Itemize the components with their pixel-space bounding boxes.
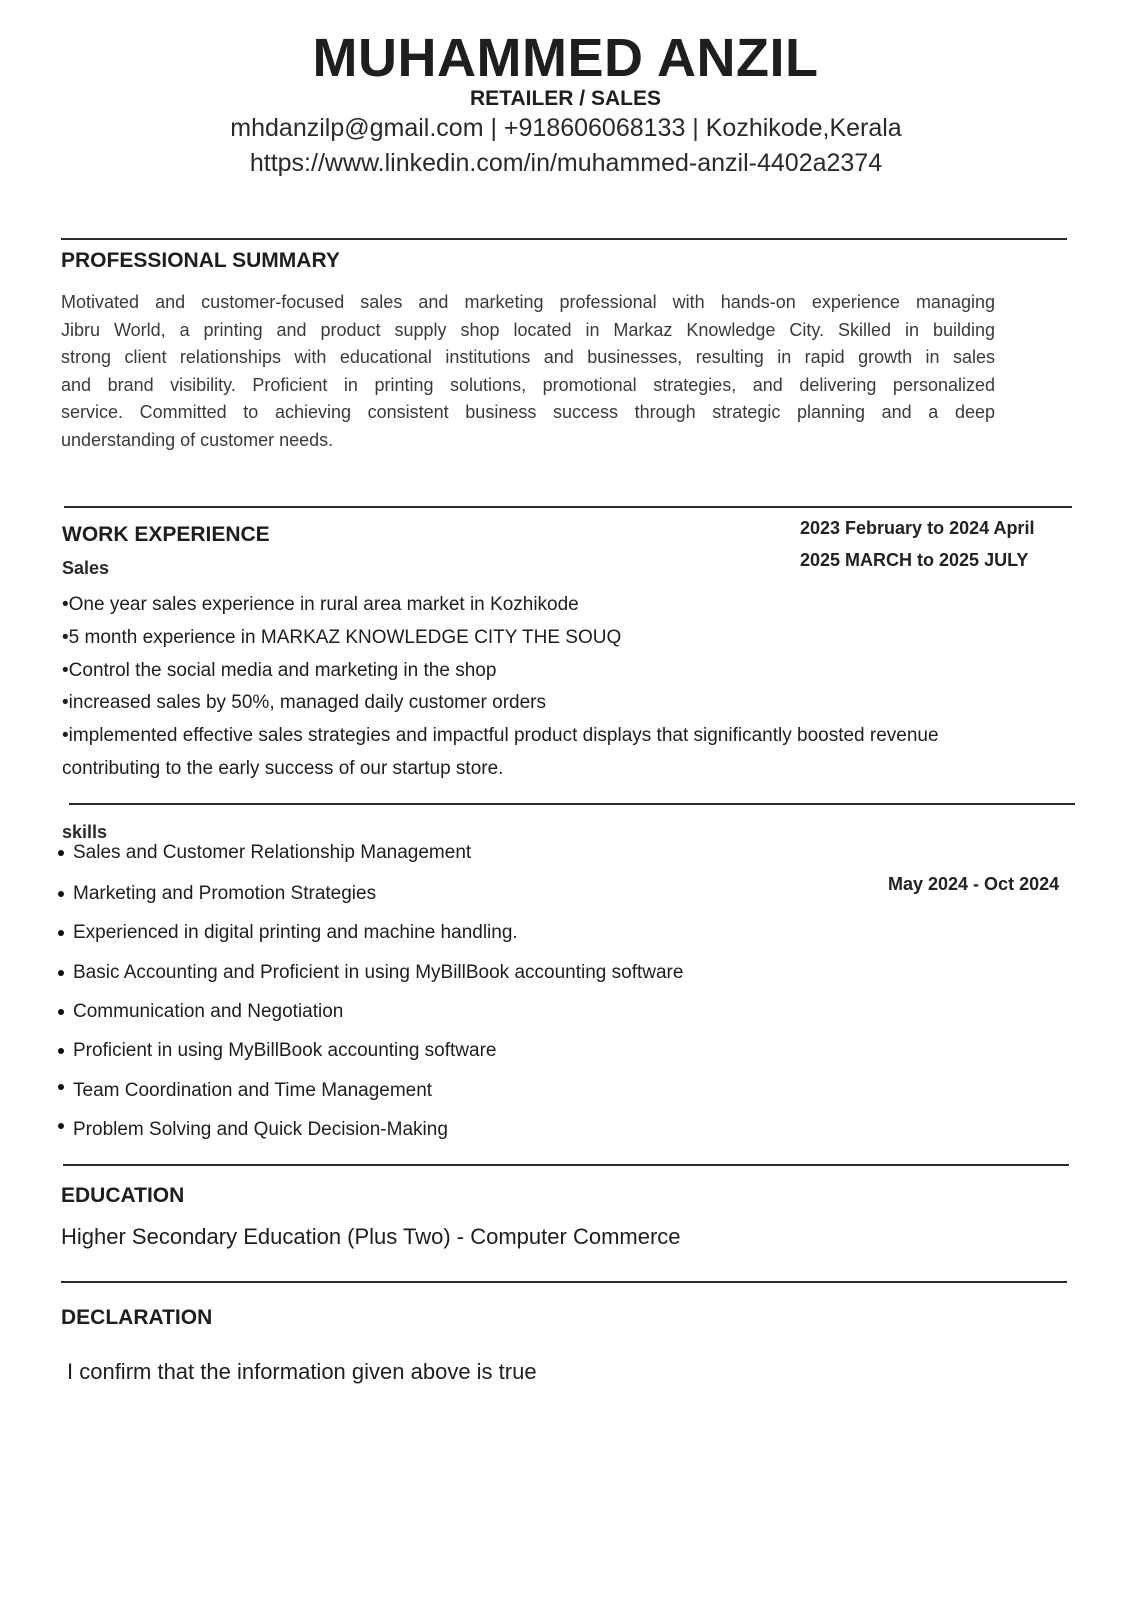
skill-label: Team Coordination and Time Management bbox=[73, 1080, 433, 1101]
experience-item: •increased sales by 50%, managed daily customer orders bbox=[62, 692, 547, 713]
bullet-icon bbox=[58, 891, 64, 897]
bullet-icon bbox=[58, 1009, 64, 1015]
education-heading: EDUCATION bbox=[61, 1184, 185, 1207]
skill-item bbox=[58, 1079, 432, 1103]
summary-line: Jibru World, a printing and product supply shop located in Markaz Knowledge City. Skilled in building bbox=[61, 319, 995, 340]
summary-text bbox=[61, 289, 995, 454]
skill-label: Marketing and Promotion Strategies bbox=[73, 883, 377, 904]
skills-date: May 2024 - Oct 2024 bbox=[888, 874, 1060, 894]
bullet-icon bbox=[58, 1123, 64, 1129]
skill-item bbox=[58, 1118, 448, 1142]
experience-date: 2023 February to 2024 April bbox=[800, 518, 1035, 538]
skill-label: Proficient in using MyBillBook accounting software bbox=[73, 1040, 497, 1061]
summary-line: and brand visibility. Proficient in printing solutions, promotional strategies, and delivering personalized bbox=[61, 374, 995, 395]
skill-item bbox=[58, 882, 376, 906]
section-divider bbox=[61, 238, 1067, 240]
contact-info: mhdanzilp@gmail.com | +918606068133 | Kozhikode,Kerala bbox=[230, 114, 902, 142]
declaration-text: I confirm that the information given above is true bbox=[67, 1359, 537, 1384]
skill-item bbox=[58, 921, 518, 945]
experience-date: 2025 MARCH to 2025 JULY bbox=[800, 550, 1029, 570]
summary-heading: PROFESSIONAL SUMMARY bbox=[61, 249, 340, 272]
candidate-name: MUHAMMED ANZIL bbox=[312, 28, 819, 88]
skill-item bbox=[58, 961, 683, 985]
summary-line: service. Committed to achieving consistent business success through strategic planning and a deep bbox=[61, 402, 995, 422]
summary-line: understanding of customer needs. bbox=[61, 429, 334, 450]
section-divider bbox=[64, 506, 1072, 508]
skill-item bbox=[58, 1039, 496, 1063]
section-divider bbox=[63, 1164, 1069, 1166]
skill-label: Experienced in digital printing and machine handling. bbox=[73, 922, 518, 943]
experience-item: contributing to the early success of our startup store. bbox=[62, 758, 504, 779]
bullet-icon bbox=[58, 970, 64, 976]
bullet-icon bbox=[58, 930, 64, 936]
experience-heading: WORK EXPERIENCE bbox=[62, 523, 270, 546]
skill-item bbox=[58, 841, 471, 865]
skill-label: Basic Accounting and Proficient in using MyBillBook accounting software bbox=[73, 962, 684, 983]
bullet-icon bbox=[58, 1048, 64, 1054]
section-divider bbox=[61, 1281, 1067, 1283]
skill-label: Sales and Customer Relationship Management bbox=[73, 842, 472, 863]
experience-title: Sales bbox=[62, 558, 110, 578]
section-divider bbox=[69, 803, 1075, 805]
summary-line: Motivated and customer-focused sales and marketing professional with hands-on experience managing bbox=[61, 292, 995, 312]
skills-heading: skills bbox=[62, 822, 108, 842]
job-role: RETAILER / SALES bbox=[470, 87, 661, 110]
skill-label: Communication and Negotiation bbox=[73, 1001, 344, 1022]
experience-item: •5 month experience in MARKAZ KNOWLEDGE CITY THE SOUQ bbox=[62, 627, 622, 648]
experience-item: •implemented effective sales strategies and impactful product displays that significantly boosted revenue bbox=[62, 725, 939, 746]
summary-line: strong client relationships with educational institutions and businesses, resulting in rapid growth in sales bbox=[61, 347, 995, 367]
experience-item: •Control the social media and marketing in the shop bbox=[62, 660, 497, 681]
education-entry: Higher Secondary Education (Plus Two) - Computer Commerce bbox=[61, 1224, 681, 1249]
experience-item: •One year sales experience in rural area market in Kozhikode bbox=[62, 594, 579, 615]
skill-item bbox=[58, 1000, 343, 1024]
linkedin-url[interactable]: https://www.linkedin.com/in/muhammed-anzil-4402a2374 bbox=[249, 149, 883, 177]
bullet-icon bbox=[58, 850, 64, 856]
skill-label: Problem Solving and Quick Decision-Making bbox=[73, 1119, 448, 1140]
declaration-heading: DECLARATION bbox=[61, 1306, 213, 1329]
bullet-icon bbox=[58, 1084, 64, 1090]
